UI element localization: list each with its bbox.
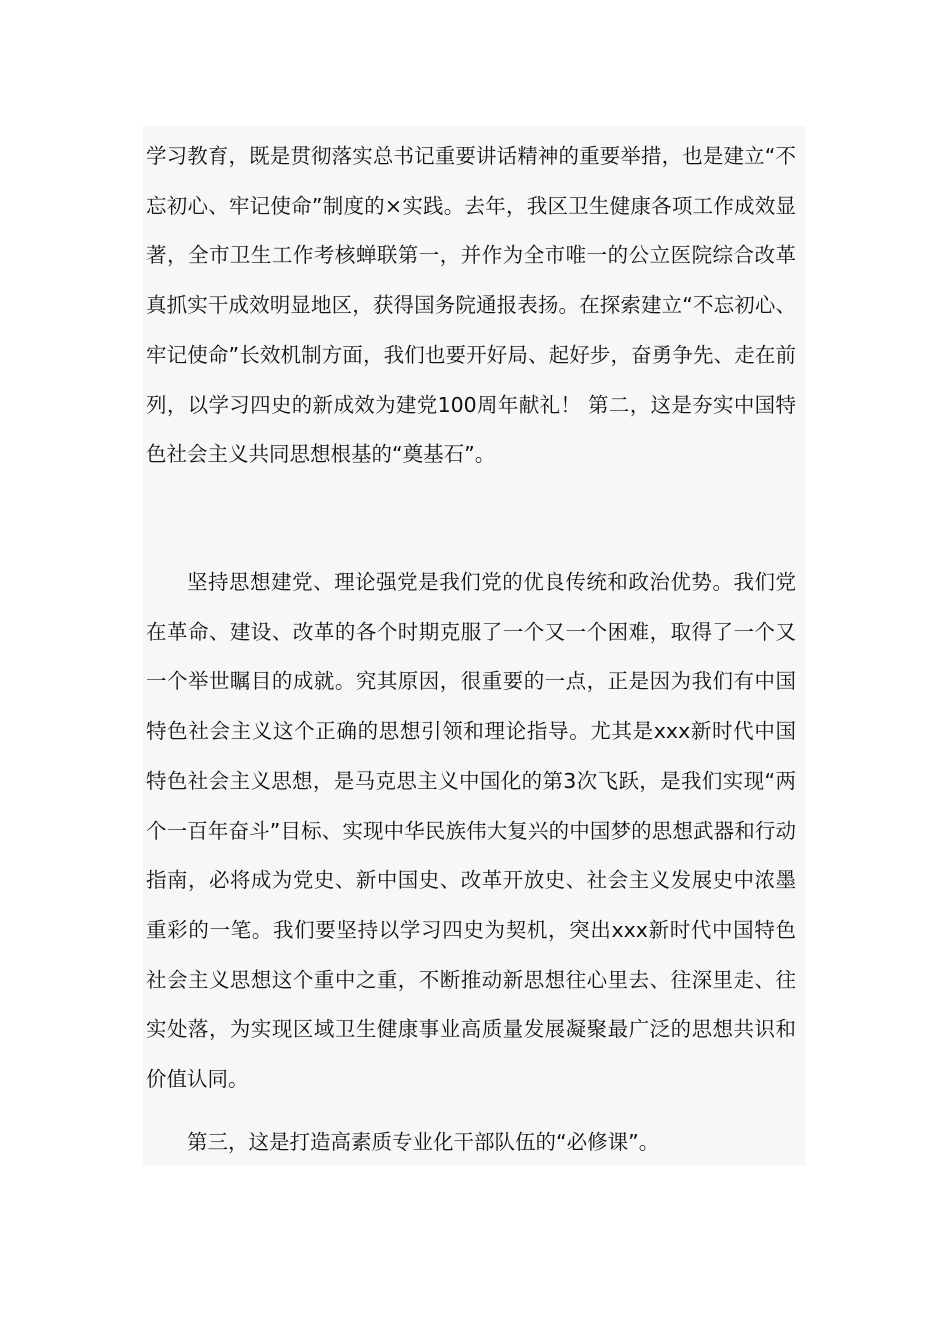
paragraph-3: 第三，这是打造高素质专业化干部队伍的“必修课”。: [187, 1130, 660, 1154]
paragraph-2: 坚持思想建党、理论强党是我们党的优良传统和政治优势。我们党在革命、建设、改革的各个时期克服了一个又一个困难，取得了一个又一个举世瞩目的成就。究其原因，很重要的一点，正是因为我们有中国特色社会主义这个正确的思想引领和理论指导。尤其是xxx新时代中国特色社会主义思想，是马克思主义中国化的第3次飞跃，是我们实现“两个一百年奋斗”目标、实现中华民族伟大复兴的中国梦的思想武器和行动指南，必将成为党史、新中国史、改革开放史、社会主义发展史中浓墨重彩的一笔。我们要坚持以学习四史为契机，突出xxx新时代中国特色社会主义思想这个重中之重，不断推动新思想往心里去、往深里走、往实处落，为实现区域卫生健康事业高质量发展凝聚最广泛的思想共识和价值认同。: [146, 570, 796, 1092]
paragraph-1: 学习教育，既是贯彻落实总书记重要讲话精神的重要举措，也是建立“不忘初心、牢记使命”制度的×实践。去年，我区卫生健康各项工作成效显著，全市卫生工作考核蝉联第一，并作为全市唯一的公立医院综合改革真抓实干成效明显地区，获得国务院通报表扬。在探索建立“不忘初心、牢记使命”长效机制方面，我们也要开好局、起好步，奋勇争先、走在前列，以学习四史的新成效为建党100周年献礼！ 第二，这是夯实中国特色社会主义共同思想根基的“奠基石”。: [146, 144, 796, 467]
document-text-block: [143, 126, 806, 1166]
